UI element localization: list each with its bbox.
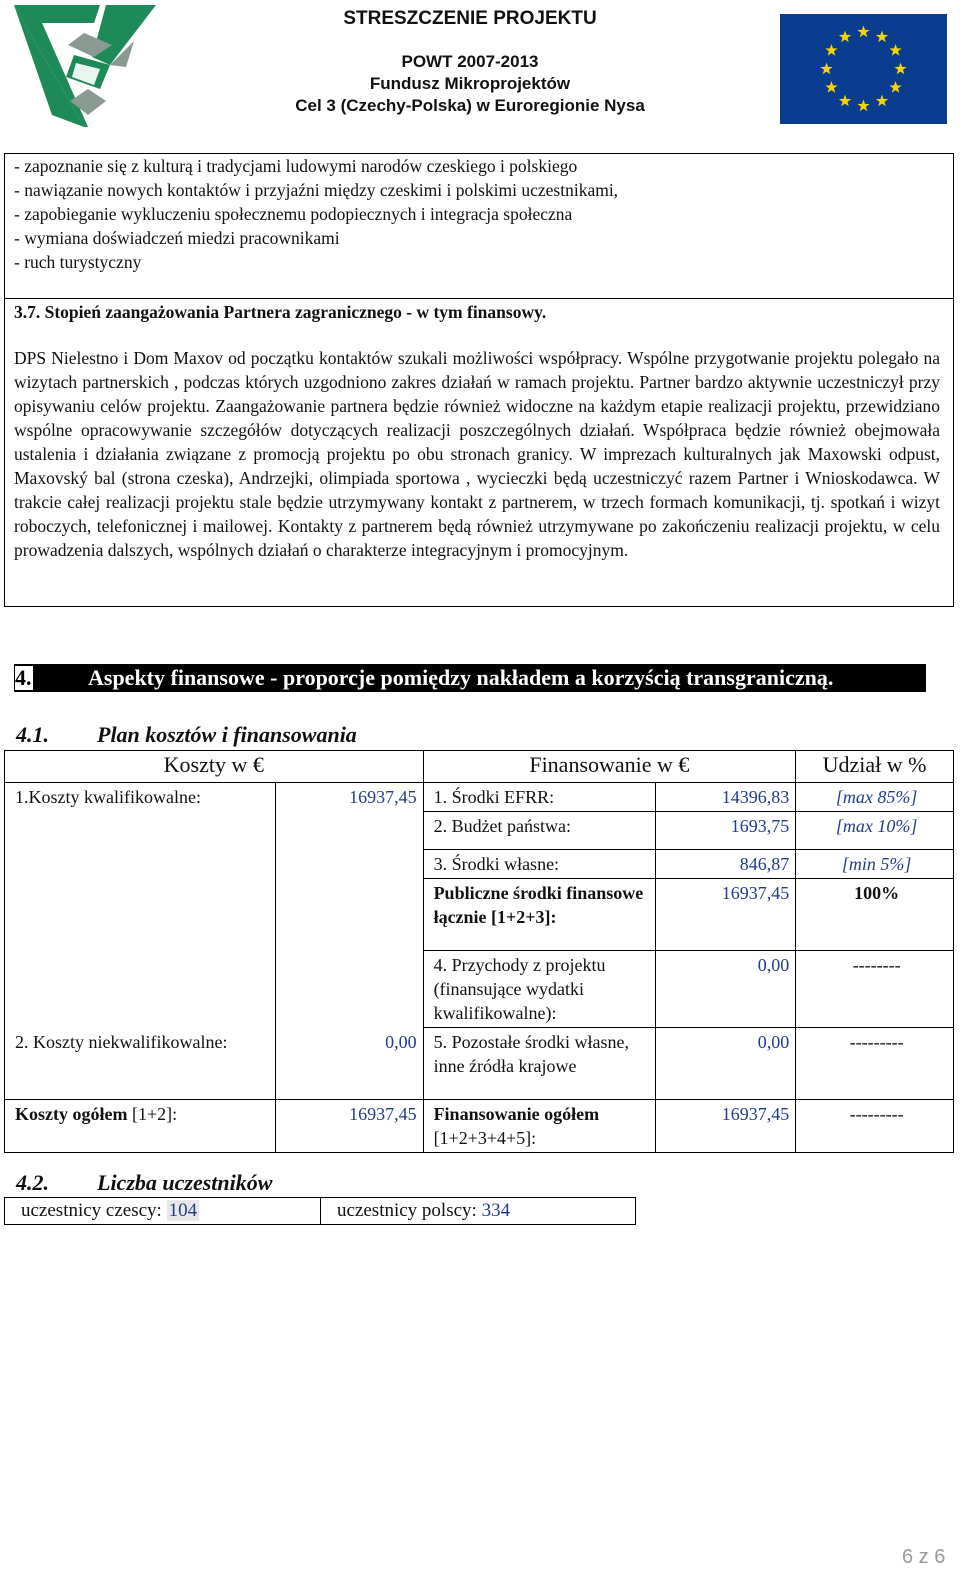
document-title: STRESZCZENIE PROJEKTU (343, 8, 597, 29)
czech-participants: uczestnicy czescy: 104 (5, 1198, 321, 1225)
fin-value: 1693,75 (656, 812, 796, 850)
section-3-7-heading: 3.7. Stopień zaangażowania Partnera zagranicznego - w tym finansowy. (14, 302, 547, 322)
fin-share: [max 10%] (796, 812, 954, 850)
fund-name: Fundusz Mikroprojektów (369, 74, 571, 93)
cost-table (4, 750, 954, 1153)
fin-share: [min 5%] (796, 850, 954, 879)
section-4-number: 4. (15, 665, 32, 690)
fin-label: 1. Środki EFRR: (423, 783, 656, 812)
fin-share: -------- (796, 951, 954, 1028)
fin-label: 3. Środki własne: (423, 850, 656, 879)
objectives-list (14, 154, 934, 274)
header-share: Udział w % (796, 751, 954, 783)
fin-label: 2. Budżet państwa: (423, 812, 656, 850)
box-divider (4, 298, 954, 299)
fin-label: Publiczne środki finansowe łącznie [1+2+3]: (423, 879, 656, 951)
fin-value: 0,00 (656, 1028, 796, 1100)
fin-share: --------- (796, 1028, 954, 1100)
list-item: - wymiana doświadczeń miedzi pracownikami (14, 228, 340, 248)
header-costs: Koszty w € (5, 751, 424, 783)
cost-total-label: Koszty ogółem [1+2]: (5, 1100, 276, 1153)
fin-value: 846,87 (656, 850, 796, 879)
list-item: - zapobieganie wykluczeniu społecznemu podopiecznych i integracja społeczna (14, 204, 573, 224)
section-4-2-title: Liczba uczestników (97, 1170, 273, 1195)
cost-value: 16937,45 (275, 783, 423, 1028)
list-item: - ruch turystyczny (14, 252, 142, 272)
fin-total-value: 16937,45 (656, 1100, 796, 1153)
section-3-7-body: DPS Nielestno i Dom Maxov od początku kontaktów szukali możliwości współpracy. Wspólne przygotwanie projektu polegało na wizytach partnerskich , podczas których uzgodniono zakres działań w ramach projektu. Partner bardzo aktywnie uczestniczył przy opisywaniu celów projektu. Zaangażowanie partnera będzie również widoczne na każdym etapie realizacji projektu, przewidziano wspólne opracowywanie szczegółów dotyczących realizacji poszczególnych działań. Współpraca będzie również obejmowała ustalenia i działania związane z promocją projektu po obu stronach granicy. W imprezach kulturalnych jak Maxowski odpust, Maxovský bal (strona czeska), Andrzejki, olimpiada sportowa , wycieczki będą uczestniczyć razem Partner i Wnioskodawca. W trakcie całej realizacji projektu stale będzie utrzymywany kontakt z partnerem, w trzech formach komunikacji, tj. spotkań i wizyt roboczych, telefonicznej i mailowej. Kontakty z partnerem będą również utrzymywane po zakończeniu realizacji projektu, w celu prowadzenia dalszych, wspólnych działań o charakterze integracyjnym i promocyjnym. (14, 348, 940, 560)
cost-label: 2. Koszty niekwalifikowalne: (5, 1028, 276, 1100)
project-logo (14, 5, 156, 127)
fin-share: 100% (796, 879, 954, 951)
page-number: 6 z 6 (902, 1546, 946, 1568)
fin-share: [max 85%] (796, 783, 954, 812)
fin-value: 0,00 (656, 951, 796, 1028)
participants-table (4, 1197, 636, 1225)
section-4-title: Aspekty finansowe - proporcje pomiędzy nakładem a korzyścią transgraniczną. (88, 665, 834, 690)
header-financing: Finansowanie w € (423, 751, 796, 783)
eu-flag-icon (780, 14, 947, 124)
fin-value: 16937,45 (656, 879, 796, 951)
programme-name: POWT 2007-2013 (401, 52, 539, 71)
polish-participants: uczestnicy polscy: 334 (321, 1198, 636, 1225)
fin-label: 5. Pozostałe środki własne, inne źródła krajowe (423, 1028, 656, 1100)
section-4-1-number: 4.1. (16, 722, 49, 747)
cost-value: 0,00 (275, 1028, 423, 1100)
fin-value: 14396,83 (656, 783, 796, 812)
region-name: Cel 3 (Czechy-Polska) w Euroregionie Nysa (295, 96, 645, 115)
section-4-1-title: Plan kosztów i finansowania (97, 722, 357, 747)
list-item: - nawiązanie nowych kontaktów i przyjaźni między czeskimi i polskimi uczestnikami, (14, 180, 619, 200)
cost-total-value: 16937,45 (275, 1100, 423, 1153)
fin-total-label: Finansowanie ogółem [1+2+3+4+5]: (423, 1100, 656, 1153)
fin-total-share: --------- (796, 1100, 954, 1153)
section-4-2-number: 4.2. (16, 1170, 49, 1195)
list-item: - zapoznanie się z kulturą i tradycjami ludowymi narodów czeskiego i polskiego (14, 156, 578, 176)
cost-label: 1.Koszty kwalifikowalne: (5, 783, 276, 1028)
fin-label: 4. Przychody z projektu (finansujące wydatki kwalifikowalne): (423, 951, 656, 1028)
